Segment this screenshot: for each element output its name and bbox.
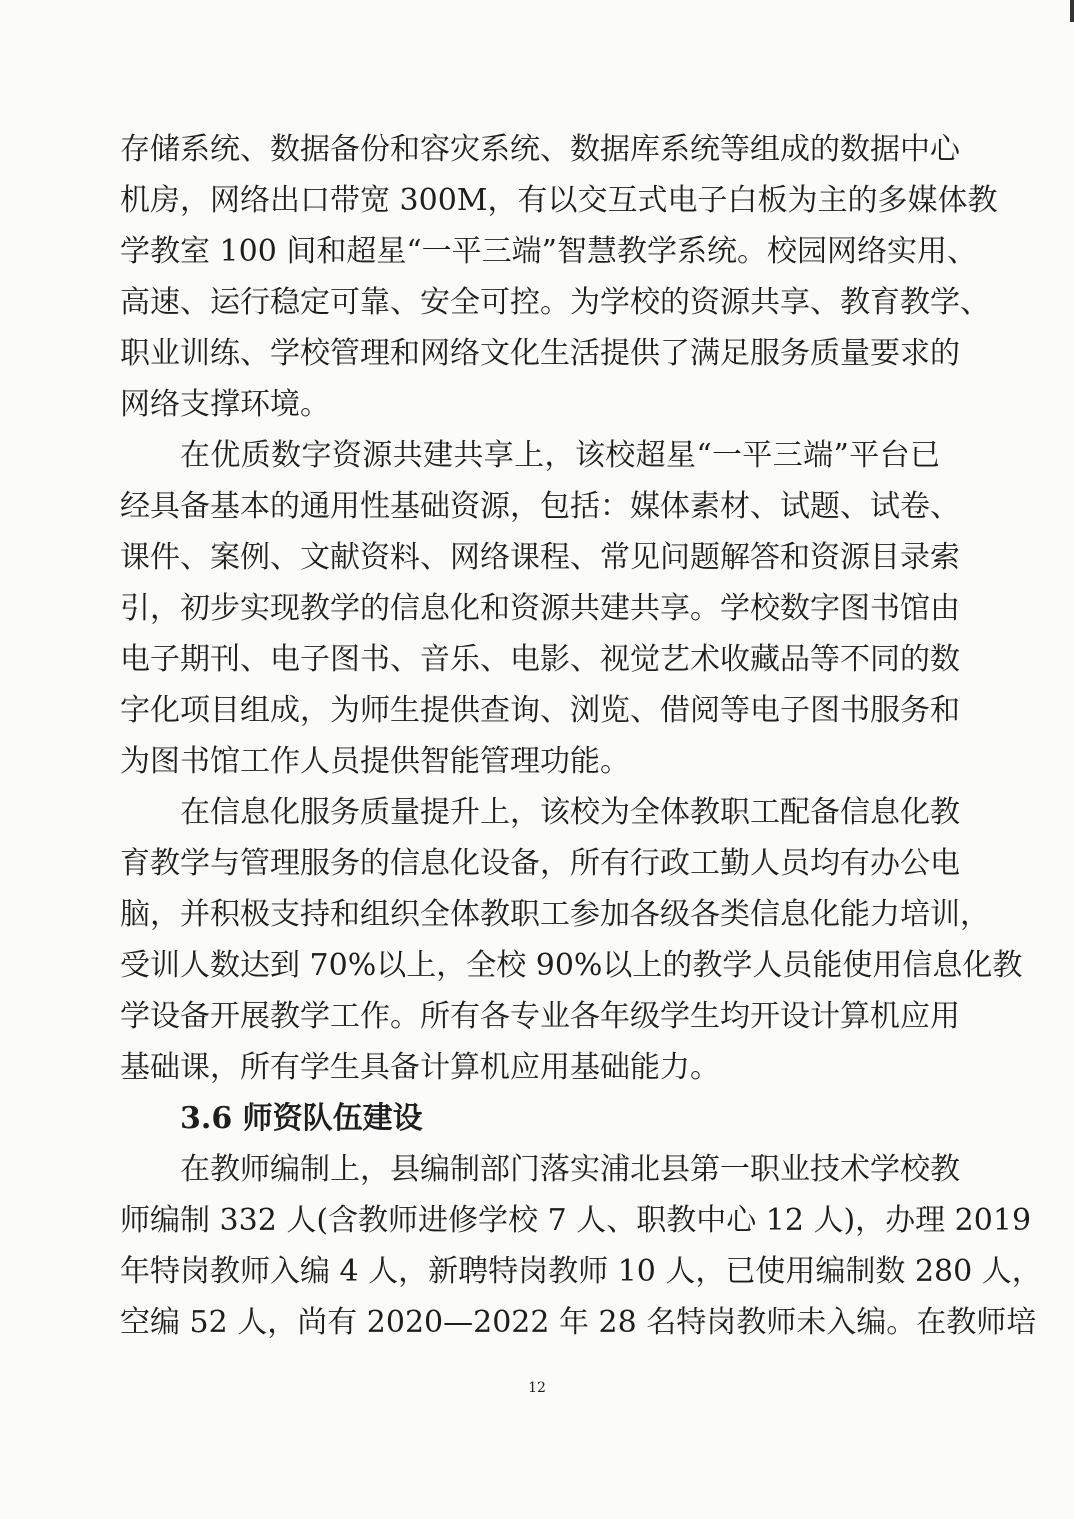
section-heading: 3.6 师资队伍建设	[180, 1101, 423, 1136]
page-number: 12	[528, 1380, 546, 1396]
body-line: 电子期刊、电子图书、音乐、电影、视觉艺术收藏品等不同的数	[120, 642, 960, 677]
body-line: 高速、运行稳定可靠、安全可控。为学校的资源共享、教育教学、	[120, 285, 990, 320]
body-line: 空编 52 人，尚有 2020—2022 年 28 名特岗教师未入编。在教师培	[120, 1305, 1037, 1340]
scan-edge-mark	[1070, 0, 1074, 22]
body-line: 育教学与管理服务的信息化设备，所有行政工勤人员均有办公电	[120, 846, 960, 881]
body-line: 受训人数达到 70%以上，全校 90%以上的教学人员能使用信息化教	[120, 948, 1023, 983]
body-line: 经具备基本的通用性基础资源，包括：媒体素材、试题、试卷、	[120, 489, 960, 524]
body-line: 基础课，所有学生具备计算机应用基础能力。	[120, 1050, 720, 1085]
paragraph-first-line: 在优质数字资源共建共享上，该校超星“一平三端”平台已	[180, 438, 940, 473]
body-line: 师编制 332 人(含教师进修学校 7 人、职教中心 12 人)，办理 2019	[120, 1203, 1032, 1238]
body-line: 机房，网络出口带宽 300M，有以交互式电子白板为主的多媒体教	[120, 183, 998, 218]
body-line: 为图书馆工作人员提供智能管理功能。	[120, 744, 630, 779]
body-line: 网络支撑环境。	[120, 387, 330, 422]
body-line: 存储系统、数据备份和容灾系统、数据库系统等组成的数据中心	[120, 132, 960, 167]
body-line: 职业训练、学校管理和网络文化生活提供了满足服务质量要求的	[120, 336, 960, 371]
body-line: 引，初步实现教学的信息化和资源共建共享。学校数字图书馆由	[120, 591, 960, 626]
body-line: 字化项目组成，为师生提供查询、浏览、借阅等电子图书服务和	[120, 693, 960, 728]
body-line: 年特岗教师入编 4 人，新聘特岗教师 10 人，已使用编制数 280 人，	[120, 1254, 1042, 1289]
paragraph-first-line: 在教师编制上，县编制部门落实浦北县第一职业技术学校教	[180, 1152, 960, 1187]
body-line: 脑，并积极支持和组织全体教职工参加各级各类信息化能力培训，	[120, 897, 990, 932]
body-line: 课件、案例、文献资料、网络课程、常见问题解答和资源目录索	[120, 540, 960, 575]
body-line: 学教室 100 间和超星“一平三端”智慧教学系统。校园网络实用、	[120, 234, 978, 269]
body-line: 学设备开展教学工作。所有各专业各年级学生均开设计算机应用	[120, 999, 960, 1034]
paragraph-first-line: 在信息化服务质量提升上，该校为全体教职工配备信息化教	[180, 795, 960, 830]
